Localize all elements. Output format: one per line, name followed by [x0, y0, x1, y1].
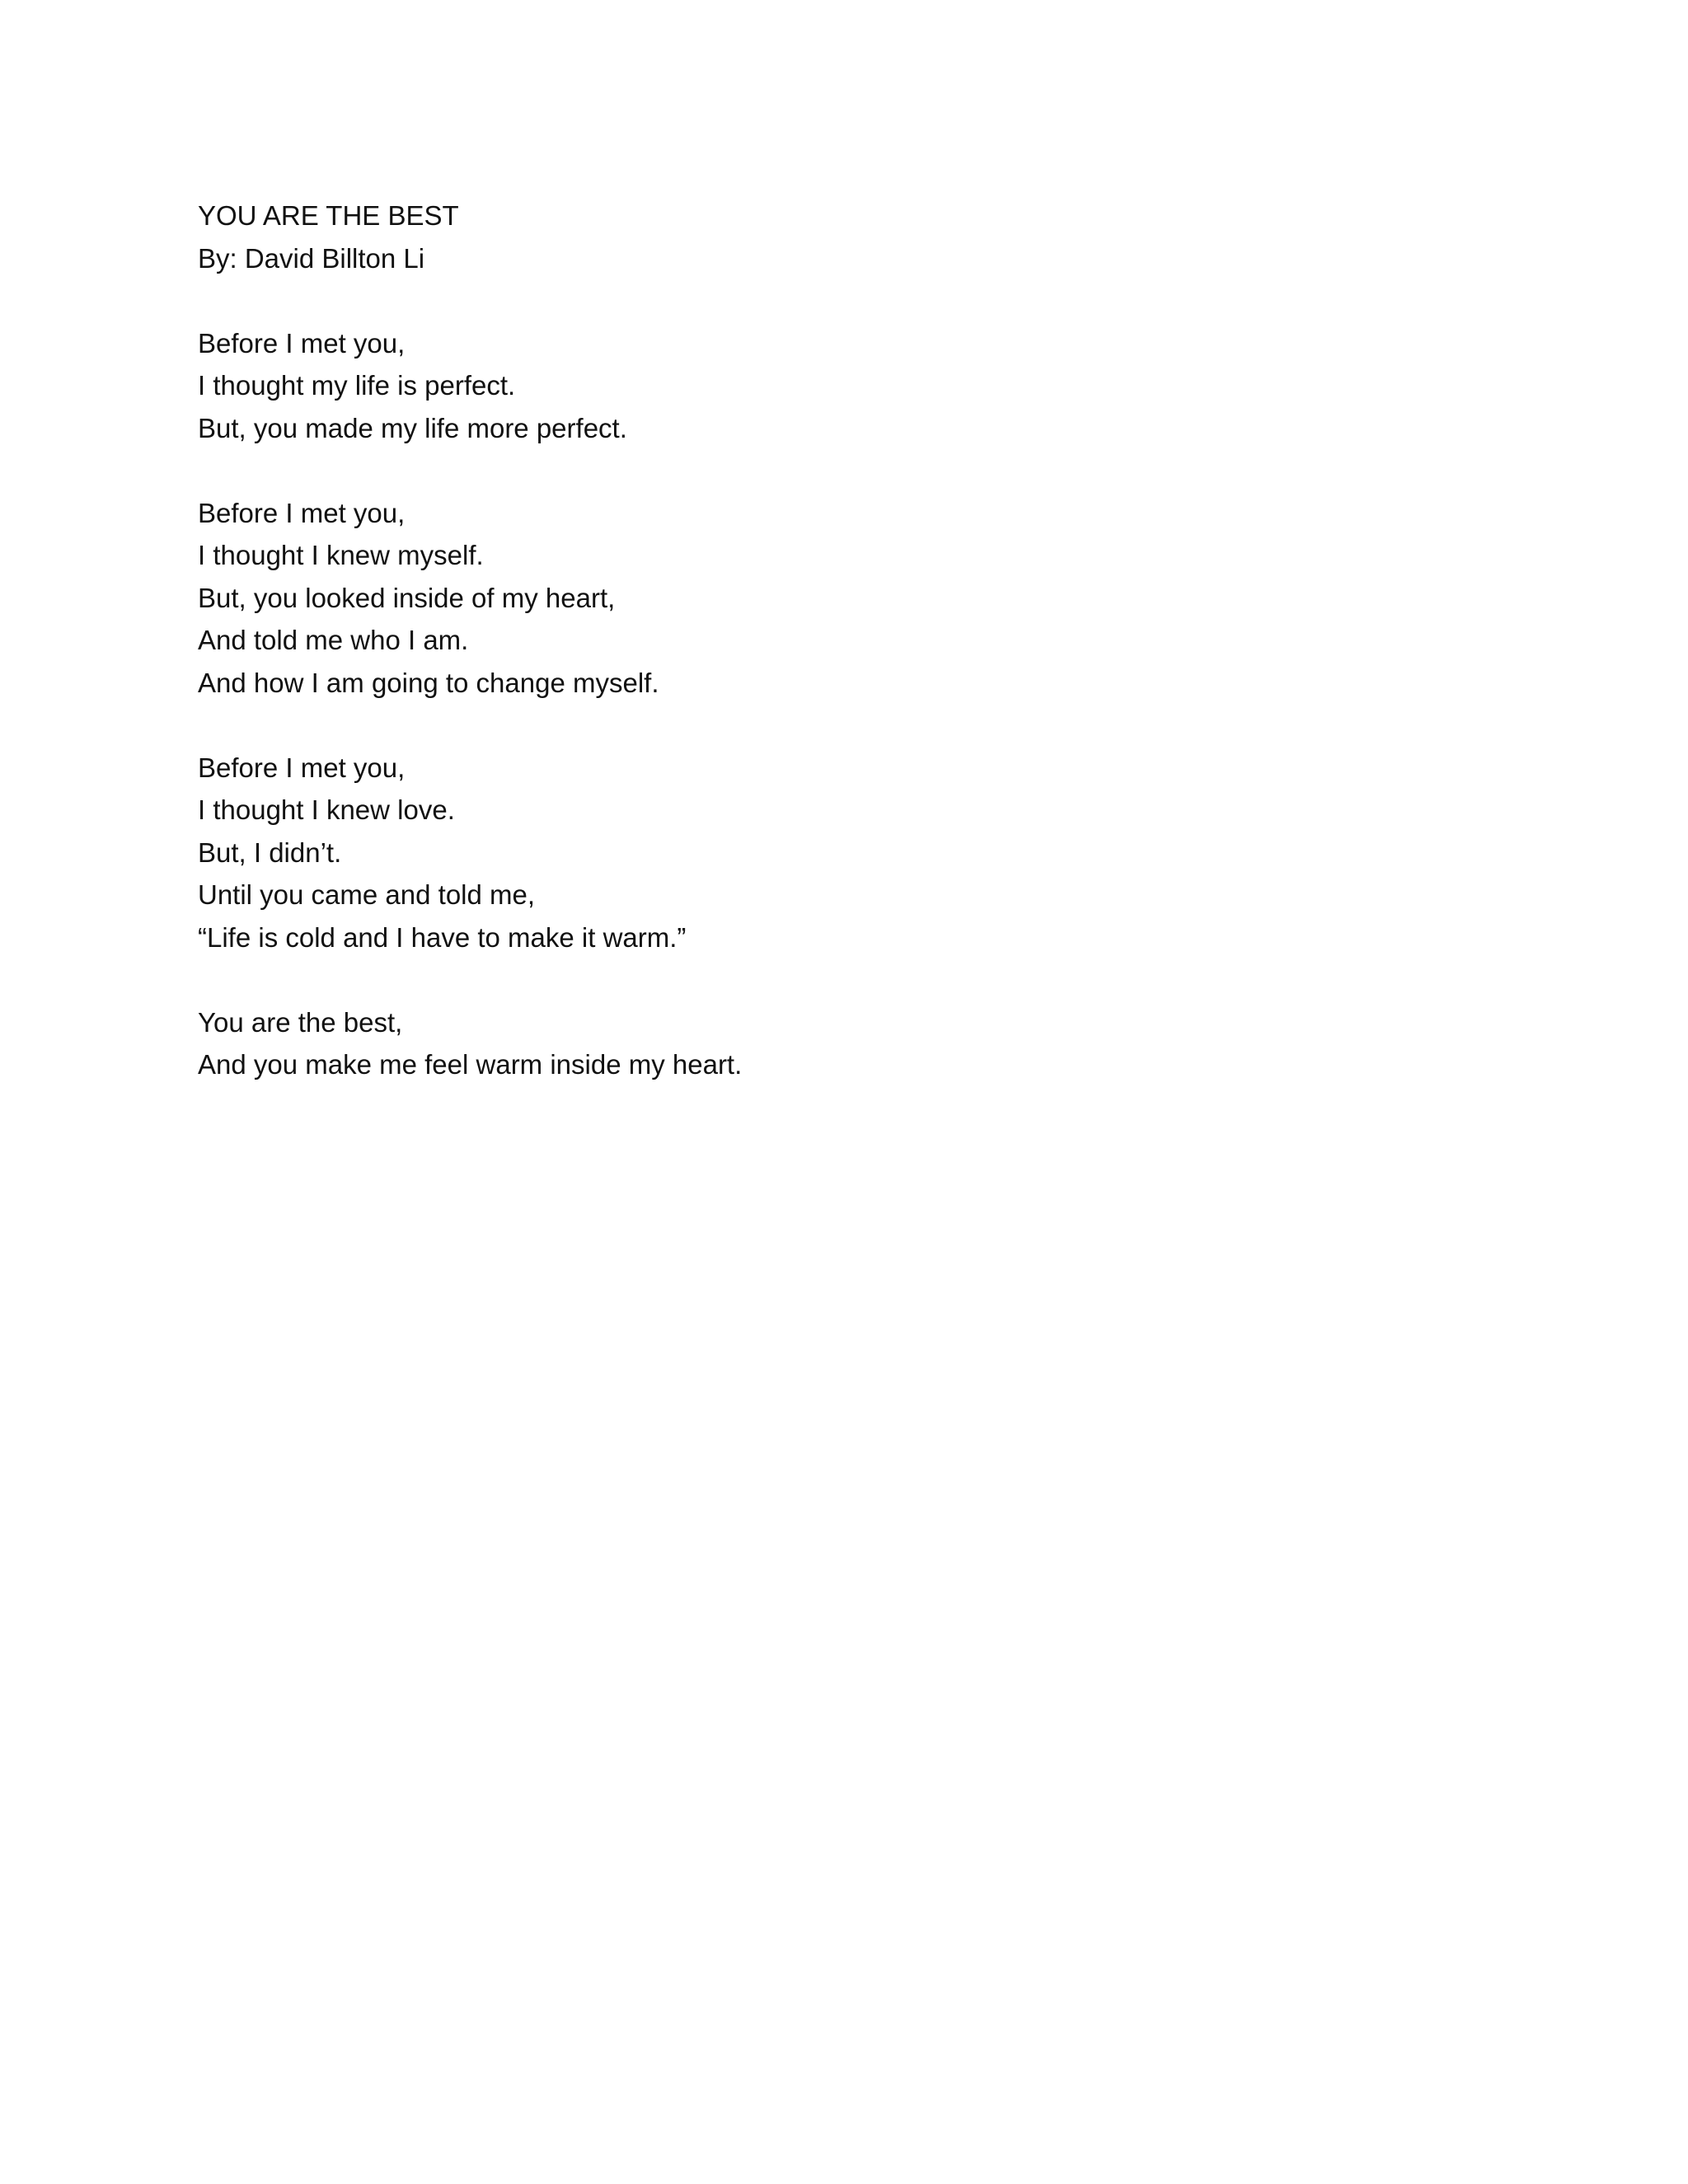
poem-line: I thought I knew love. — [198, 794, 455, 825]
poem-line: I thought I knew myself. — [198, 540, 484, 570]
poem-line: But, you made my life more perfect. — [198, 412, 627, 443]
stanza-1 — [198, 322, 1484, 450]
poem-line: But, I didn’t. — [198, 837, 342, 868]
poem-body — [198, 194, 1484, 1086]
poem-line: Until you came and told me, — [198, 879, 536, 910]
poem-line: And how I am going to change myself. — [198, 667, 659, 698]
poem-line: And you make me feel warm inside my heart. — [198, 1049, 743, 1080]
stanza-4 — [198, 1001, 1484, 1086]
poem-line: Before I met you, — [198, 327, 406, 359]
poem-line: I thought my life is perfect. — [198, 370, 516, 401]
poem-title: YOU ARE THE BEST — [198, 200, 459, 231]
poem-line: Before I met you, — [198, 497, 406, 528]
stanza-gap — [198, 279, 1484, 322]
poem-byline: By: David Billton Li — [198, 242, 425, 274]
poem-line: You are the best, — [198, 1006, 403, 1038]
stanza-2 — [198, 492, 1484, 705]
stanza-3 — [198, 747, 1484, 959]
poem-line: Before I met you, — [198, 752, 406, 783]
stanza-gap — [198, 449, 1484, 492]
poem-line: “Life is cold and I have to make it warm.” — [198, 921, 687, 953]
poem-line: But, you looked inside of my heart, — [198, 582, 616, 613]
poem-line: And told me who I am. — [198, 625, 469, 655]
stanza-gap — [198, 958, 1484, 1001]
stanza-gap — [198, 704, 1484, 747]
